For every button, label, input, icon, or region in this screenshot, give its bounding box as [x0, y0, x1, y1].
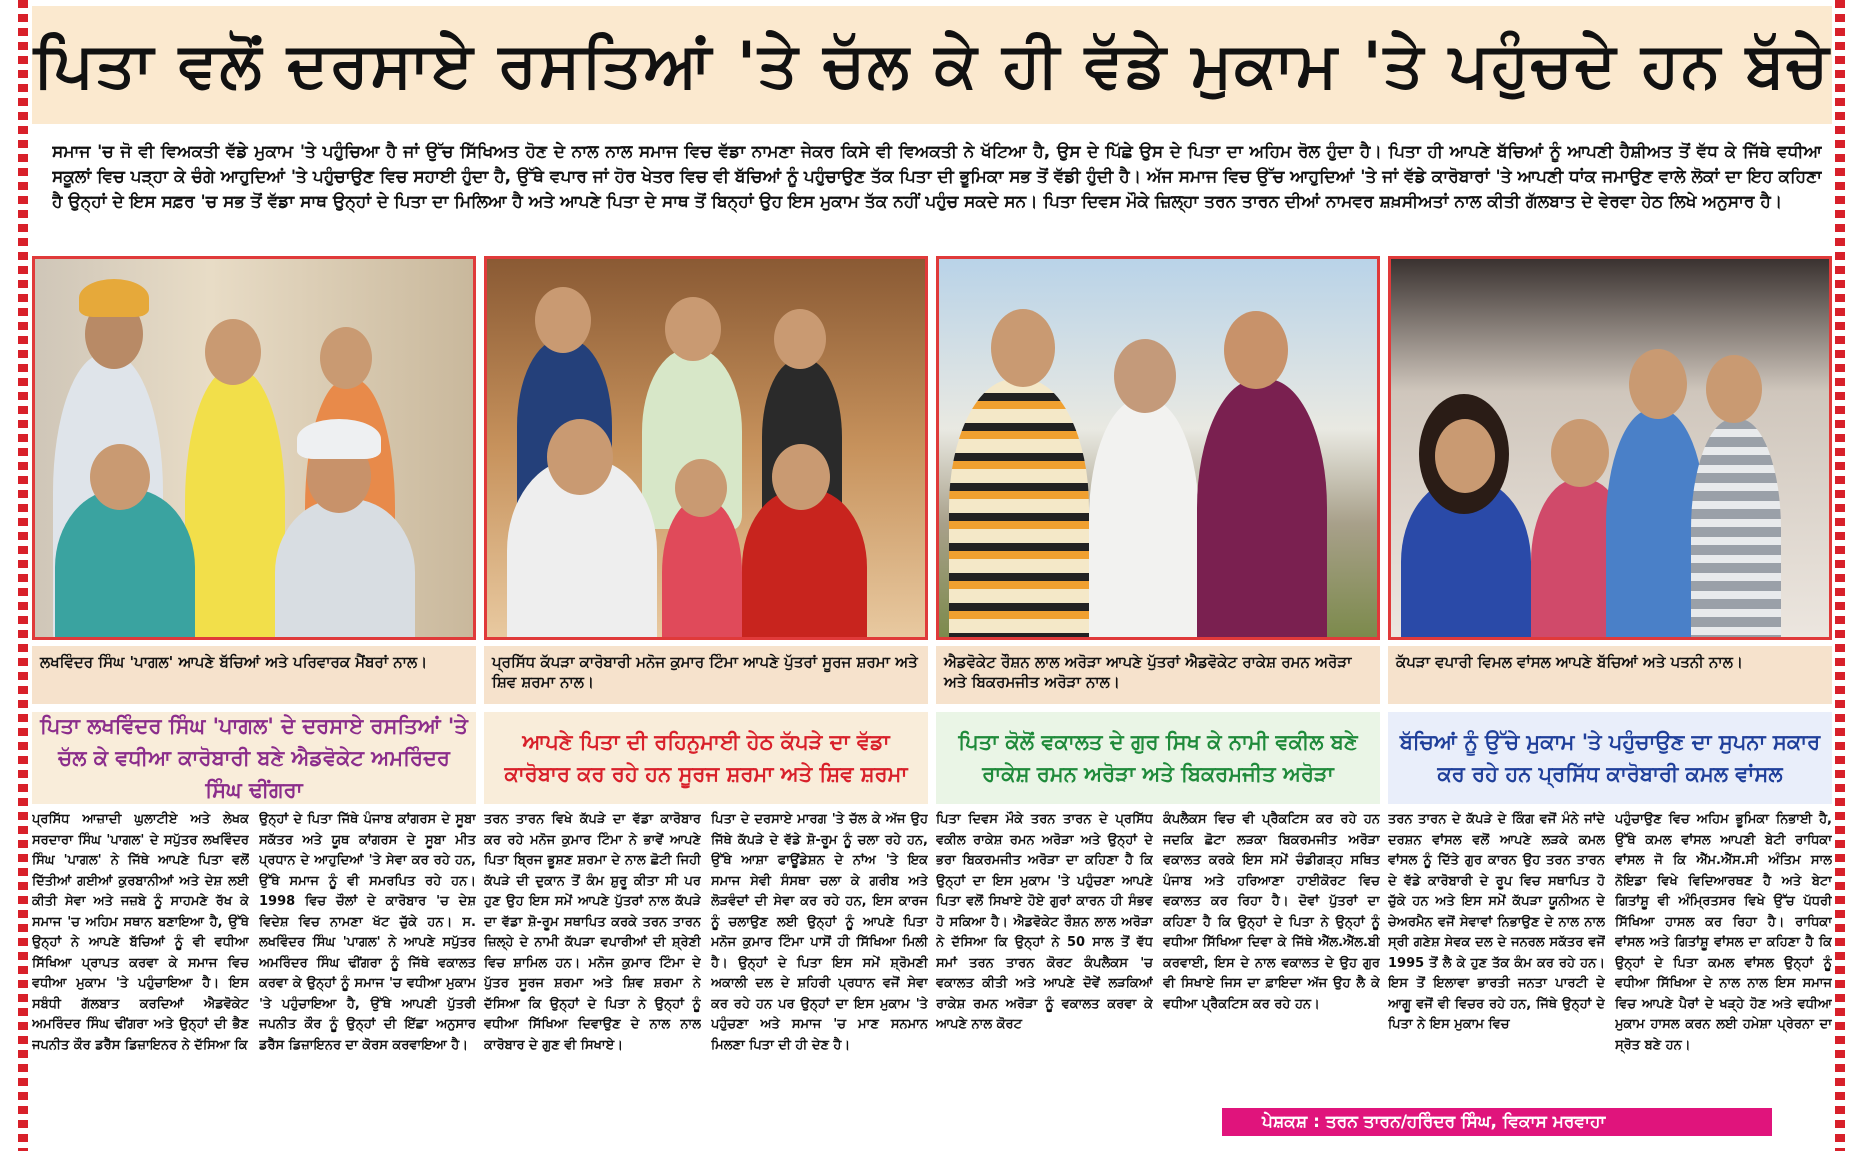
family-photo-3	[936, 256, 1380, 640]
article-body-1	[32, 810, 476, 1136]
article-columns	[32, 256, 1832, 1146]
article-body-3	[936, 810, 1380, 1136]
article-3	[936, 256, 1380, 1146]
article-text-1b: ਉਨ੍ਹਾਂ ਦੇ ਪਿਤਾ ਜਿੱਥੇ ਪੰਜਾਬ ਕਾਂਗਰਸ ਦੇ ਸੂਬਾ ਸਕੱਤਰ ਅਤੇ ਯੂਥ ਕਾਂਗਰਸ ਦੇ ਸੂਬਾ ਮੀਤ ਪ੍ਰਧਾਨ ਦੇ ਆਹੁਦਿਆਂ 'ਤੇ ਸੇਵਾ ਕਰ ਰਹੇ ਹਨ, ਉੱਥੇ ਸਮਾਜ ਨੂੰ ਵੀ ਸਮਰਪਿਤ ਰਹੇ ਹਨ। 1998 ਵਿਚ ਚੌਲਾਂ ਦੇ ਕਾਰੋਬਾਰ 'ਚ ਦੇਸ਼ ਵਿਦੇਸ਼ ਵਿਚ ਨਾਮਣਾ ਖੱਟ ਚੁੱਕੇ ਹਨ। ਸ. ਲਖਵਿੰਦਰ ਸਿੰਘ 'ਪਾਗਲ' ਨੇ ਆਪਣੇ ਸਪੁੱਤਰ ਅਮਰਿੰਦਰ ਸਿੰਘ ਢੀਂਗਰਾ ਨੂੰ ਜਿੱਥੇ ਵਕਾਲਤ ਕਰਵਾ ਕੇ ਉਨ੍ਹਾਂ ਨੂੰ ਸਮਾਜ 'ਚ ਵਧੀਆ ਮੁਕਾਮ 'ਤੇ ਪਹੁੰਚਾਇਆ ਹੈ, ਉੱਥੇ ਆਪਣੀ ਪੁੱਤਰੀ ਜਪਨੀਤ ਕੌਰ ਨੂੰ ਉਨ੍ਹਾਂ ਦੀ ਇੱਛਾ ਅਨੁਸਾਰ ਡਰੈੱਸ ਡਿਜ਼ਾਇਨਰ ਦਾ ਕੋਰਸ ਕਰਵਾਇਆ ਹੈ।	[259, 812, 476, 1053]
photo-caption-4: ਕੱਪੜਾ ਵਪਾਰੀ ਵਿਮਲ ਵਾਂਸਲ ਆਪਣੇ ਬੱਚਿਆਂ ਅਤੇ ਪਤਨੀ ਨਾਲ।	[1388, 646, 1832, 704]
photo-caption-2: ਪ੍ਰਸਿੱਧ ਕੱਪੜਾ ਕਾਰੋਬਾਰੀ ਮਨੋਜ ਕੁਮਾਰ ਟਿੰਮਾ ਆਪਣੇ ਪੁੱਤਰਾਂ ਸੂਰਜ ਸ਼ਰਮਾ ਅਤੇ ਸ਼ਿਵ ਸ਼ਰਮਾ ਨਾਲ।	[484, 646, 928, 704]
family-photo-4	[1388, 256, 1832, 640]
family-photo-2	[484, 256, 928, 640]
article-subhead-2: ਆਪਣੇ ਪਿਤਾ ਦੀ ਰਹਿਨੁਮਾਈ ਹੇਠ ਕੱਪੜੇ ਦਾ ਵੱਡਾ ਕਾਰੋਬਾਰ ਕਰ ਰਹੇ ਹਨ ਸੂਰਜ ਸ਼ਰਮਾ ਅਤੇ ਸ਼ਿਵ ਸ਼ਰਮਾ	[484, 712, 928, 804]
article-4	[1388, 256, 1832, 1146]
article-1	[32, 256, 476, 1146]
photo-caption-3: ਐਡਵੋਕੇਟ ਰੌਸ਼ਨ ਲਾਲ ਅਰੋੜਾ ਆਪਣੇ ਪੁੱਤਰਾਂ ਐਡਵੋਕੇਟ ਰਾਕੇਸ਼ ਰਮਨ ਅਰੋੜਾ ਅਤੇ ਬਿਕਰਮਜੀਤ ਅਰੋੜਾ ਨਾਲ।	[936, 646, 1380, 704]
article-subhead-4: ਬੱਚਿਆਂ ਨੂੰ ਉੱਚੇ ਮੁਕਾਮ 'ਤੇ ਪਹੁੰਚਾਉਣ ਦਾ ਸੁਪਨਾ ਸਕਾਰ ਕਰ ਰਹੇ ਹਨ ਪ੍ਰਸਿੱਧ ਕਾਰੋਬਾਰੀ ਕਮਲ ਵਾਂਸਲ	[1388, 712, 1832, 804]
article-text-4a: ਤਰਨ ਤਾਰਨ ਦੇ ਕੱਪੜੇ ਦੇ ਕਿੰਗ ਵਜੋਂ ਮੰਨੇ ਜਾਂਦੇ ਦਰਸ਼ਨ ਵਾਂਸਲ ਵਲੋਂ ਆਪਣੇ ਲੜਕੇ ਕਮਲ ਵਾਂਸਲ ਨੂੰ ਦਿੱਤੇ ਗੁਰ ਕਾਰਨ ਉਹ ਤਰਨ ਤਾਰਨ ਦੇ ਵੱਡੇ ਕਾਰੋਬਾਰੀ ਦੇ ਰੂਪ ਵਿਚ ਸਥਾਪਿਤ ਹੋ ਚੁੱਕੇ ਹਨ ਅਤੇ ਇਸ ਸਮੇਂ ਕੱਪੜਾ ਯੂਨੀਅਨ ਦੇ ਚੇਅਰਮੈਨ ਵਜੋਂ ਸੇਵਾਵਾਂ ਨਿਭਾਉਣ ਦੇ ਨਾਲ ਨਾਲ ਸ੍ਰੀ ਗਣੇਸ਼ ਸੇਵਕ ਦਲ ਦੇ ਜਨਰਲ ਸਕੱਤਰ ਵਜੋਂ 1995 ਤੋਂ ਲੈ ਕੇ ਹੁਣ ਤੱਕ ਕੰਮ ਕਰ ਰਹੇ ਹਨ। ਇਸ ਤੋਂ ਇਲਾਵਾ ਭਾਰਤੀ ਜਨਤਾ ਪਾਰਟੀ ਦੇ ਆਗੂ ਵਜੋਂ ਵੀ ਵਿਚਰ ਰਹੇ ਹਨ, ਜਿੱਥੇ ਉਨ੍ਹਾਂ ਦੇ ਪਿਤਾ ਨੇ ਇਸ ਮੁਕਾਮ ਵਿਚ	[1388, 812, 1605, 1032]
byline-credit: ਪੇਸ਼ਕਸ਼ : ਤਰਨ ਤਾਰਨ/ਹਰਿੰਦਰ ਸਿੰਘ, ਵਿਕਾਸ ਮਰਵਾਹਾ	[1222, 1108, 1772, 1136]
article-text-4b: ਪਹੁੰਚਾਉਣ ਵਿਚ ਅਹਿਮ ਭੂਮਿਕਾ ਨਿਭਾਈ ਹੈ, ਉੱਥੇ ਕਮਲ ਵਾਂਸਲ ਆਪਣੀ ਬੇਟੀ ਰਾਧਿਕਾ ਵਾਂਸਲ ਜੋ ਕਿ ਐੱਮ.ਐੱਸ.ਸੀ ਅੰਤਿਮ ਸਾਲ ਨੋਇਡਾ ਵਿਖੇ ਵਿਦਿਆਰਥਣ ਹੈ ਅਤੇ ਬੇਟਾ ਗਿਤਾਂਸ਼ੂ ਵੀ ਅੰਮ੍ਰਿਤਸਰ ਵਿਖੇ ਉੱਚ ਪੱਧਰੀ ਸਿੱਖਿਆ ਹਾਸਲ ਕਰ ਰਿਹਾ ਹੈ। ਰਾਧਿਕਾ ਵਾਂਸਲ ਅਤੇ ਗਿਤਾਂਸ਼ੂ ਵਾਂਸਲ ਦਾ ਕਹਿਣਾ ਹੈ ਕਿ ਉਨ੍ਹਾਂ ਦੇ ਪਿਤਾ ਕਮਲ ਵਾਂਸਲ ਉਨ੍ਹਾਂ ਨੂੰ ਵਧੀਆ ਸਿੱਖਿਆ ਦੇ ਨਾਲ ਨਾਲ ਇਸ ਸਮਾਜ ਵਿਚ ਆਪਣੇ ਪੈਰਾਂ ਦੇ ਖੜ੍ਹੇ ਹੋਣ ਅਤੇ ਵਧੀਆ ਮੁਕਾਮ ਹਾਸਲ ਕਰਨ ਲਈ ਹਮੇਸ਼ਾ ਪ੍ਰੇਰਨਾ ਦਾ ਸ੍ਰੋਤ ਬਣੇ ਹਨ।	[1615, 812, 1832, 1053]
intro-paragraph: ਸਮਾਜ 'ਚ ਜੋ ਵੀ ਵਿਅਕਤੀ ਵੱਡੇ ਮੁਕਾਮ 'ਤੇ ਪਹੁੰਚਿਆ ਹੈ ਜਾਂ ਉੱਚ ਸਿੱਖਿਅਤ ਹੋਣ ਦੇ ਨਾਲ ਨਾਲ ਸਮਾਜ ਵਿਚ ਵੱਡਾ ਨਾਮਣਾ ਜੇਕਰ ਕਿਸੇ ਵੀ ਵਿਅਕਤੀ ਨੇ ਖੱਟਿਆ ਹੈ, ਉਸ ਦੇ ਪਿੱਛੇ ਉਸ ਦੇ ਪਿਤਾ ਦਾ ਅਹਿਮ ਰੋਲ ਹੁੰਦਾ ਹੈ। ਪਿਤਾ ਹੀ ਆਪਣੇ ਬੱਚਿਆਂ ਨੂੰ ਆਪਣੀ ਹੈਸ਼ੀਅਤ ਤੋਂ ਵੱਧ ਕੇ ਜਿੱਥੇ ਵਧੀਆ ਸਕੂਲਾਂ ਵਿਚ ਪੜ੍ਹਾ ਕੇ ਚੰਗੇ ਆਹੁਦਿਆਂ 'ਤੇ ਪਹੁੰਚਾਉਣ ਵਿਚ ਸਹਾਈ ਹੁੰਦਾ ਹੈ, ਉੱਥੇ ਵਪਾਰ ਜਾਂ ਹੋਰ ਖੇਤਰ ਵਿਚ ਵੀ ਬੱਚਿਆਂ ਨੂੰ ਪਹੁੰਚਾਉਣ ਤੱਕ ਪਿਤਾ ਦੀ ਭੂਮਿਕਾ ਸਭ ਤੋਂ ਵੱਡੀ ਹੁੰਦੀ ਹੈ। ਅੱਜ ਸਮਾਜ ਵਿਚ ਉੱਚ ਆਹੁਦਿਆਂ 'ਤੇ ਜਾਂ ਵੱਡੇ ਕਾਰੋਬਾਰਾਂ 'ਤੇ ਆਪਣੀ ਧਾਂਕ ਜਮਾਉਣ ਵਾਲੇ ਲੋਕਾਂ ਦਾ ਇਹ ਕਹਿਣਾ ਹੈ ਉਨ੍ਹਾਂ ਦੇ ਇਸ ਸਫ਼ਰ 'ਚ ਸਭ ਤੋਂ ਵੱਡਾ ਸਾਥ ਉਨ੍ਹਾਂ ਦੇ ਪਿਤਾ ਦਾ ਮਿਲਿਆ ਹੈ ਅਤੇ ਆਪਣੇ ਪਿਤਾ ਦੇ ਸਾਥ ਤੋਂ ਬਿਨ੍ਹਾਂ ਉਹ ਇਸ ਮੁਕਾਮ ਤੱਕ ਨਹੀਂ ਪਹੁੰਚ ਸਕਦੇ ਸਨ। ਪਿਤਾ ਦਿਵਸ ਮੌਕੇ ਜ਼ਿਲ੍ਹਾ ਤਰਨ ਤਾਰਨ ਦੀਆਂ ਨਾਮਵਰ ਸ਼ਖ਼ਸੀਅਤਾਂ ਨਾਲ ਕੀਤੀ ਗੱਲਬਾਤ ਦੇ ਵੇਰਵਾ ਹੇਠ ਲਿਖੇ ਅਨੁਸਾਰ ਹੈ।	[52, 142, 1822, 212]
family-photo-1	[32, 256, 476, 640]
article-body-4	[1388, 810, 1832, 1136]
article-text-3a: ਪਿਤਾ ਦਿਵਸ ਮੌਕੇ ਤਰਨ ਤਾਰਨ ਦੇ ਪ੍ਰਸਿੱਧ ਵਕੀਲ ਰਾਕੇਸ਼ ਰਮਨ ਅਰੋੜਾ ਅਤੇ ਉਨ੍ਹਾਂ ਦੇ ਭਰਾ ਬਿਕਰਮਜੀਤ ਅਰੋੜਾ ਦਾ ਕਹਿਣਾ ਹੈ ਕਿ ਉਨ੍ਹਾਂ ਦਾ ਇਸ ਮੁਕਾਮ 'ਤੇ ਪਹੁੰਚਣਾ ਆਪਣੇ ਪਿਤਾ ਵਲੋਂ ਸਿਖਾਏ ਹੋਏ ਗੁਰਾਂ ਕਾਰਨ ਹੀ ਸੰਭਵ ਹੋ ਸਕਿਆ ਹੈ। ਐਡਵੋਕੇਟ ਰੌਸ਼ਨ ਲਾਲ ਅਰੋੜਾ ਨੇ ਦੱਸਿਆ ਕਿ ਉਨ੍ਹਾਂ ਨੇ 50 ਸਾਲ ਤੋਂ ਵੱਧ ਸਮਾਂ ਤਰਨ ਤਾਰਨ ਕੋਰਟ ਕੰਪਲੈਕਸ 'ਚ ਵਕਾਲਤ ਕੀਤੀ ਅਤੇ ਆਪਣੇ ਦੋਵੇਂ ਲੜਕਿਆਂ ਰਾਕੇਸ਼ ਰਮਨ ਅਰੋੜਾ ਨੂੰ ਵਕਾਲਤ ਕਰਵਾ ਕੇ ਆਪਣੇ ਨਾਲ ਕੋਰਟ	[936, 812, 1153, 1032]
article-text-3b: ਕੰਪਲੈਕਸ ਵਿਚ ਵੀ ਪ੍ਰੈਕਟਿਸ ਕਰ ਰਹੇ ਹਨ ਜਦਕਿ ਛੋਟਾ ਲੜਕਾ ਬਿਕਰਮਜੀਤ ਅਰੋੜਾ ਵਕਾਲਤ ਕਰਕੇ ਇਸ ਸਮੇਂ ਚੰਡੀਗੜ੍ਹ ਸਥਿਤ ਪੰਜਾਬ ਅਤੇ ਹਰਿਆਣਾ ਹਾਈਕੋਰਟ ਵਿਚ ਵਕਾਲਤ ਕਰ ਰਿਹਾ ਹੈ। ਦੋਵਾਂ ਪੁੱਤਰਾਂ ਦਾ ਕਹਿਣਾ ਹੈ ਕਿ ਉਨ੍ਹਾਂ ਦੇ ਪਿਤਾ ਨੇ ਉਨ੍ਹਾਂ ਨੂੰ ਵਧੀਆ ਸਿੱਖਿਆ ਦਿਵਾ ਕੇ ਜਿੱਥੇ ਐੱਲ.ਐੱਲ.ਬੀ ਕਰਵਾਈ, ਇਸ ਦੇ ਨਾਲ ਵਕਾਲਤ ਦੇ ਉਹ ਗੁਰ ਵੀ ਸਿਖਾਏ ਜਿਸ ਦਾ ਫ਼ਾਇਦਾ ਅੱਜ ਉਹ ਲੈ ਕੇ ਵਧੀਆ ਪ੍ਰੈਕਟਿਸ ਕਰ ਰਹੇ ਹਨ।	[1163, 812, 1380, 1012]
right-border-ribbon	[1835, 0, 1845, 1151]
page-headline: ਪਿਤਾ ਵਲੋਂ ਦਰਸਾਏ ਰਸਤਿਆਂ 'ਤੇ ਚੱਲ ਕੇ ਹੀ ਵੱਡੇ ਮੁਕਾਮ 'ਤੇ ਪਹੁੰਚਦੇ ਹਨ ਬੱਚੇ	[32, 6, 1832, 124]
article-text-1a: ਪ੍ਰਸਿੱਧ ਆਜ਼ਾਦੀ ਘੁਲਾਟੀਏ ਅਤੇ ਲੇਖਕ ਸਰਦਾਰਾ ਸਿੰਘ 'ਪਾਗਲ' ਦੇ ਸਪੁੱਤਰ ਲਖਵਿੰਦਰ ਸਿੰਘ 'ਪਾਗਲ' ਨੇ ਜਿੱਥੇ ਆਪਣੇ ਪਿਤਾ ਵਲੋਂ ਦਿੱਤੀਆਂ ਗਈਆਂ ਕੁਰਬਾਨੀਆਂ ਅਤੇ ਦੇਸ਼ ਲਈ ਕੀਤੀ ਸੇਵਾ ਅਤੇ ਜਜ਼ਬੇ ਨੂੰ ਸਾਹਮਣੇ ਰੱਖ ਕੇ ਸਮਾਜ 'ਚ ਅਹਿਮ ਸਥਾਨ ਬਣਾਇਆ ਹੈ, ਉੱਥੇ ਉਨ੍ਹਾਂ ਨੇ ਆਪਣੇ ਬੱਚਿਆਂ ਨੂੰ ਵੀ ਵਧੀਆ ਸਿੱਖਿਆ ਪ੍ਰਾਪਤ ਕਰਵਾ ਕੇ ਸਮਾਜ ਵਿਚ ਵਧੀਆ ਮੁਕਾਮ 'ਤੇ ਪਹੁੰਚਾਇਆ ਹੈ। ਇਸ ਸਬੰਧੀ ਗੱਲਬਾਤ ਕਰਦਿਆਂ ਐਡਵੋਕੇਟ ਅਮਰਿੰਦਰ ਸਿੰਘ ਢੀਂਗਰਾ ਅਤੇ ਉਨ੍ਹਾਂ ਦੀ ਭੈਣ ਜਪਨੀਤ ਕੌਰ ਡਰੈੱਸ ਡਿਜ਼ਾਇਨਰ ਨੇ ਦੱਸਿਆ ਕਿ	[32, 812, 249, 1053]
left-border-ribbon	[18, 0, 28, 1151]
article-text-2b: ਪਿਤਾ ਦੇ ਦਰਸਾਏ ਮਾਰਗ 'ਤੇ ਚੱਲ ਕੇ ਅੱਜ ਉਹ ਜਿੱਥੇ ਕੱਪੜੇ ਦੇ ਵੱਡੇ ਸ਼ੋ-ਰੂਮ ਨੂੰ ਚਲਾ ਰਹੇ ਹਨ, ਉੱਥੇ ਆਸ਼ਾ ਫਾਊਂਡੇਸ਼ਨ ਦੇ ਨਾਂਅ 'ਤੇ ਇਕ ਸਮਾਜ ਸੇਵੀ ਸੰਸਥਾ ਚਲਾ ਕੇ ਗਰੀਬ ਅਤੇ ਲੋੜਵੰਦਾਂ ਦੀ ਸੇਵਾ ਕਰ ਰਹੇ ਹਨ, ਇਸ ਕਾਰਜ ਨੂੰ ਚਲਾਉਣ ਲਈ ਉਨ੍ਹਾਂ ਨੂੰ ਆਪਣੇ ਪਿਤਾ ਮਨੋਜ ਕੁਮਾਰ ਟਿੰਮਾ ਪਾਸੋਂ ਹੀ ਸਿੱਖਿਆ ਮਿਲੀ ਹੈ। ਉਨ੍ਹਾਂ ਦੇ ਪਿਤਾ ਇਸ ਸਮੇਂ ਸ਼੍ਰੋਮਣੀ ਅਕਾਲੀ ਦਲ ਦੇ ਸ਼ਹਿਰੀ ਪ੍ਰਧਾਨ ਵਜੋਂ ਸੇਵਾ ਕਰ ਰਹੇ ਹਨ ਪਰ ਉਨ੍ਹਾਂ ਦਾ ਇਸ ਮੁਕਾਮ 'ਤੇ ਪਹੁੰਚਣਾ ਅਤੇ ਸਮਾਜ 'ਚ ਮਾਣ ਸਨਮਾਨ ਮਿਲਣਾ ਪਿਤਾ ਦੀ ਹੀ ਦੇਣ ਹੈ।	[711, 812, 928, 1053]
article-2	[484, 256, 928, 1146]
newspaper-page	[32, 6, 1832, 1146]
photo-caption-1: ਲਖਵਿੰਦਰ ਸਿੰਘ 'ਪਾਗਲ' ਆਪਣੇ ਬੱਚਿਆਂ ਅਤੇ ਪਰਿਵਾਰਕ ਮੈਂਬਰਾਂ ਨਾਲ।	[32, 646, 476, 704]
article-text-2a: ਤਰਨ ਤਾਰਨ ਵਿਖੇ ਕੱਪੜੇ ਦਾ ਵੱਡਾ ਕਾਰੋਬਾਰ ਕਰ ਰਹੇ ਮਨੋਜ ਕੁਮਾਰ ਟਿੰਮਾ ਨੇ ਭਾਵੇਂ ਆਪਣੇ ਪਿਤਾ ਬ੍ਰਿਜ ਭੂਸ਼ਣ ਸ਼ਰਮਾ ਦੇ ਨਾਲ ਛੋਟੀ ਜਿਹੀ ਕੱਪੜੇ ਦੀ ਦੁਕਾਨ ਤੋਂ ਕੰਮ ਸ਼ੁਰੂ ਕੀਤਾ ਸੀ ਪਰ ਹੁਣ ਉਹ ਇਸ ਸਮੇਂ ਆਪਣੇ ਪੁੱਤਰਾਂ ਨਾਲ ਕੱਪੜੇ ਦਾ ਵੱਡਾ ਸ਼ੋ-ਰੂਮ ਸਥਾਪਿਤ ਕਰਕੇ ਤਰਨ ਤਾਰਨ ਜ਼ਿਲ੍ਹੇ ਦੇ ਨਾਮੀ ਕੱਪੜਾ ਵਪਾਰੀਆਂ ਦੀ ਸ਼੍ਰੇਣੀ ਵਿਚ ਸ਼ਾਮਿਲ ਹਨ। ਮਨੋਜ ਕੁਮਾਰ ਟਿੰਮਾ ਦੇ ਪੁੱਤਰ ਸੂਰਜ ਸ਼ਰਮਾ ਅਤੇ ਸ਼ਿਵ ਸ਼ਰਮਾ ਨੇ ਦੱਸਿਆ ਕਿ ਉਨ੍ਹਾਂ ਦੇ ਪਿਤਾ ਨੇ ਉਨ੍ਹਾਂ ਨੂੰ ਵਧੀਆ ਸਿੱਖਿਆ ਦਿਵਾਉਣ ਦੇ ਨਾਲ ਨਾਲ ਕਾਰੋਬਾਰ ਦੇ ਗੁਣ ਵੀ ਸਿਖਾਏ।	[484, 812, 701, 1053]
article-body-2	[484, 810, 928, 1136]
article-subhead-1: ਪਿਤਾ ਲਖਵਿੰਦਰ ਸਿੰਘ 'ਪਾਗਲ' ਦੇ ਦਰਸਾਏ ਰਸਤਿਆਂ 'ਤੇ ਚੱਲ ਕੇ ਵਧੀਆ ਕਾਰੋਬਾਰੀ ਬਣੇ ਐਡਵੋਕੇਟ ਅਮਰਿੰਦਰ ਸਿੰਘ ਢੀਂਗਰਾ	[32, 712, 476, 804]
article-subhead-3: ਪਿਤਾ ਕੋਲੋਂ ਵਕਾਲਤ ਦੇ ਗੁਰ ਸਿਖ ਕੇ ਨਾਮੀ ਵਕੀਲ ਬਣੇ ਰਾਕੇਸ਼ ਰਮਨ ਅਰੋੜਾ ਅਤੇ ਬਿਕਰਮਜੀਤ ਅਰੋੜਾ	[936, 712, 1380, 804]
